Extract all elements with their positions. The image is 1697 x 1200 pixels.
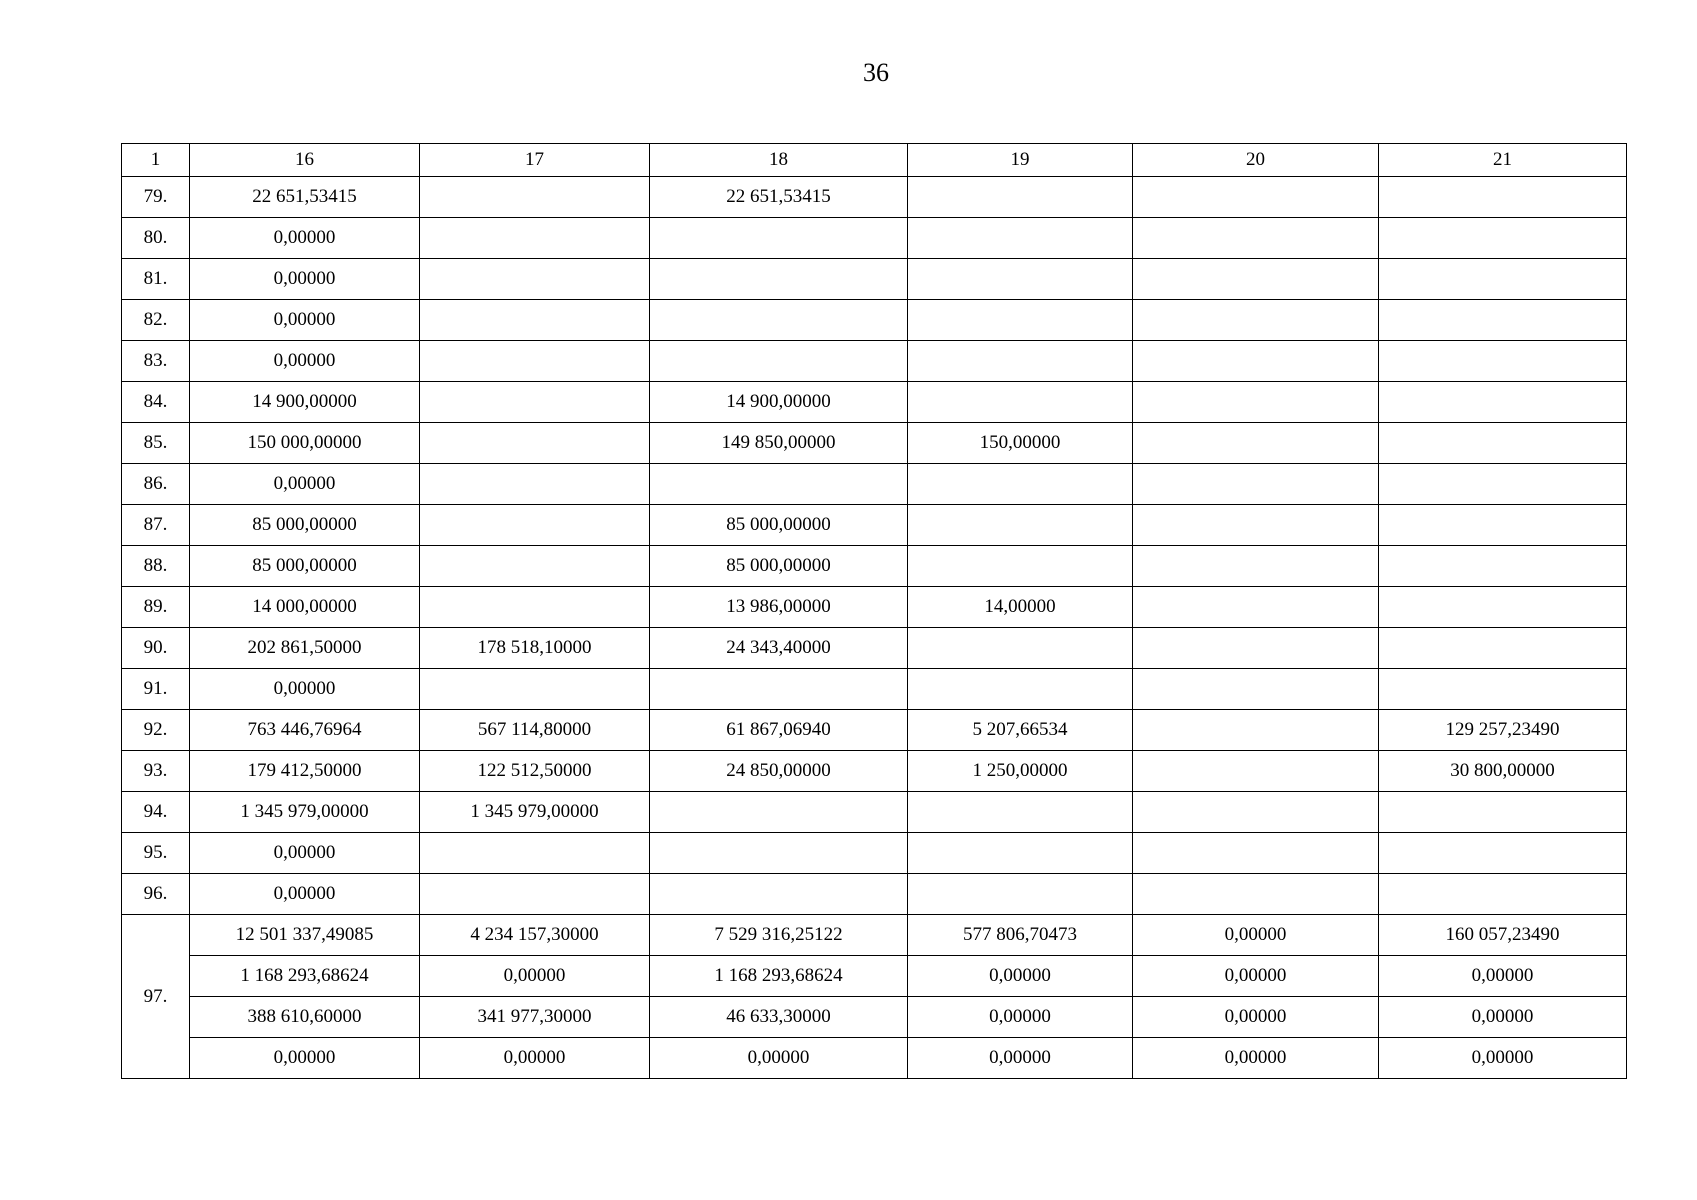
- table-cell: [650, 259, 908, 300]
- table-cell: 0,00000: [190, 833, 420, 874]
- total-cell: 1 168 293,68624: [650, 956, 908, 997]
- table-cell: 30 800,00000: [1379, 751, 1627, 792]
- row-number-cell: 88.: [122, 546, 190, 587]
- total-row: [122, 1038, 1627, 1079]
- table-cell: [1133, 751, 1379, 792]
- total-cell: 0,00000: [1133, 997, 1379, 1038]
- table-cell: 763 446,76964: [190, 710, 420, 751]
- total-cell: 341 977,30000: [420, 997, 650, 1038]
- table-cell: 567 114,80000: [420, 710, 650, 751]
- row-number-cell: 89.: [122, 587, 190, 628]
- table-cell: [1379, 628, 1627, 669]
- table-cell: [420, 423, 650, 464]
- table-cell: [1133, 546, 1379, 587]
- total-cell: 0,00000: [1133, 915, 1379, 956]
- total-row: [122, 997, 1627, 1038]
- row-number-cell: 90.: [122, 628, 190, 669]
- table-cell: [650, 300, 908, 341]
- table-cell: [420, 259, 650, 300]
- data-table: [121, 143, 1627, 1079]
- table-cell: 14 900,00000: [650, 382, 908, 423]
- table-cell: 0,00000: [190, 300, 420, 341]
- table-cell: 0,00000: [190, 874, 420, 915]
- total-cell: 0,00000: [420, 956, 650, 997]
- table-cell: 0,00000: [190, 464, 420, 505]
- total-row: [122, 956, 1627, 997]
- table-cell: [420, 464, 650, 505]
- table-row: [122, 341, 1627, 382]
- table-cell: [1133, 874, 1379, 915]
- table-cell: 150 000,00000: [190, 423, 420, 464]
- table-row: [122, 669, 1627, 710]
- table-cell: 85 000,00000: [190, 505, 420, 546]
- table-cell: 24 343,40000: [650, 628, 908, 669]
- table-cell: [650, 341, 908, 382]
- table-cell: 129 257,23490: [1379, 710, 1627, 751]
- table-row: [122, 259, 1627, 300]
- table-cell: [908, 505, 1133, 546]
- total-cell: 577 806,70473: [908, 915, 1133, 956]
- total-row: [122, 915, 1627, 956]
- table-cell: 122 512,50000: [420, 751, 650, 792]
- table-cell: [1379, 505, 1627, 546]
- table-cell: [1133, 423, 1379, 464]
- row-number-cell: 94.: [122, 792, 190, 833]
- table-cell: [650, 218, 908, 259]
- table-cell: [908, 464, 1133, 505]
- total-cell: 0,00000: [650, 1038, 908, 1079]
- table-cell: 14 000,00000: [190, 587, 420, 628]
- table-cell: [908, 874, 1133, 915]
- table-cell: [908, 341, 1133, 382]
- table-cell: 178 518,10000: [420, 628, 650, 669]
- table-cell: 85 000,00000: [650, 505, 908, 546]
- table-cell: [1133, 505, 1379, 546]
- total-cell: 0,00000: [1379, 956, 1627, 997]
- table-cell: 14,00000: [908, 587, 1133, 628]
- table-cell: [908, 833, 1133, 874]
- row-number-cell: 92.: [122, 710, 190, 751]
- table-cell: 22 651,53415: [190, 177, 420, 218]
- table-cell: [908, 628, 1133, 669]
- table-cell: 24 850,00000: [650, 751, 908, 792]
- table-cell: 1 345 979,00000: [420, 792, 650, 833]
- table-cell: [1133, 792, 1379, 833]
- table-cell: [1133, 710, 1379, 751]
- row-number-cell: 81.: [122, 259, 190, 300]
- table-cell: 1 250,00000: [908, 751, 1133, 792]
- total-cell: 7 529 316,25122: [650, 915, 908, 956]
- header-cell: 21: [1379, 144, 1627, 177]
- total-cell: 0,00000: [1379, 997, 1627, 1038]
- table-cell: [420, 177, 650, 218]
- total-cell: 0,00000: [1133, 1038, 1379, 1079]
- table-row: [122, 300, 1627, 341]
- total-number-cell: 97.: [122, 915, 190, 1079]
- table-cell: [908, 669, 1133, 710]
- table-cell: [908, 300, 1133, 341]
- table-cell: [1133, 259, 1379, 300]
- table-row: [122, 792, 1627, 833]
- table-cell: [908, 259, 1133, 300]
- table-body: [122, 144, 1627, 1079]
- total-cell: 0,00000: [908, 956, 1133, 997]
- header-cell: 17: [420, 144, 650, 177]
- table-cell: [420, 874, 650, 915]
- table-cell: [1379, 669, 1627, 710]
- table-header-row: [122, 144, 1627, 177]
- total-cell: 4 234 157,30000: [420, 915, 650, 956]
- table-cell: 150,00000: [908, 423, 1133, 464]
- table-cell: [1379, 423, 1627, 464]
- table-cell: [420, 300, 650, 341]
- row-number-cell: 84.: [122, 382, 190, 423]
- table-cell: [420, 587, 650, 628]
- header-cell: 19: [908, 144, 1133, 177]
- table-cell: [1379, 874, 1627, 915]
- total-cell: 388 610,60000: [190, 997, 420, 1038]
- table-row: [122, 218, 1627, 259]
- table-cell: [650, 833, 908, 874]
- table-cell: [1379, 382, 1627, 423]
- table-cell: [1379, 341, 1627, 382]
- table-cell: 22 651,53415: [650, 177, 908, 218]
- table-cell: [1379, 464, 1627, 505]
- table-cell: 85 000,00000: [650, 546, 908, 587]
- table-cell: 0,00000: [190, 259, 420, 300]
- row-number-cell: 87.: [122, 505, 190, 546]
- table-cell: [1379, 587, 1627, 628]
- table-cell: [1133, 464, 1379, 505]
- row-number-cell: 85.: [122, 423, 190, 464]
- table-row: [122, 464, 1627, 505]
- row-number-cell: 91.: [122, 669, 190, 710]
- table-row: [122, 751, 1627, 792]
- table-cell: [1379, 300, 1627, 341]
- table-cell: 0,00000: [190, 669, 420, 710]
- header-cell: 18: [650, 144, 908, 177]
- table-cell: 14 900,00000: [190, 382, 420, 423]
- total-cell: 0,00000: [908, 1038, 1133, 1079]
- row-number-cell: 83.: [122, 341, 190, 382]
- table-cell: 85 000,00000: [190, 546, 420, 587]
- table-cell: 149 850,00000: [650, 423, 908, 464]
- table-cell: [420, 382, 650, 423]
- table-row: [122, 587, 1627, 628]
- table-row: [122, 505, 1627, 546]
- table-cell: 61 867,06940: [650, 710, 908, 751]
- table-cell: [1133, 587, 1379, 628]
- total-cell: 0,00000: [1379, 1038, 1627, 1079]
- header-cell: 20: [1133, 144, 1379, 177]
- total-cell: 0,00000: [1133, 956, 1379, 997]
- header-cell: 1: [122, 144, 190, 177]
- page-number: 36: [863, 58, 889, 87]
- table-cell: [1133, 177, 1379, 218]
- table-row: [122, 546, 1627, 587]
- row-number-cell: 95.: [122, 833, 190, 874]
- table-cell: [1133, 300, 1379, 341]
- table-cell: [650, 792, 908, 833]
- table-cell: [420, 669, 650, 710]
- table-row: [122, 833, 1627, 874]
- row-number-cell: 86.: [122, 464, 190, 505]
- table-cell: [650, 669, 908, 710]
- table-cell: [1133, 628, 1379, 669]
- row-number-cell: 93.: [122, 751, 190, 792]
- table-cell: [1379, 546, 1627, 587]
- table-cell: [908, 177, 1133, 218]
- row-number-cell: 79.: [122, 177, 190, 218]
- table-cell: [908, 546, 1133, 587]
- table-cell: [1133, 218, 1379, 259]
- total-cell: 0,00000: [190, 1038, 420, 1079]
- table-row: [122, 382, 1627, 423]
- table-cell: 179 412,50000: [190, 751, 420, 792]
- table-cell: [420, 546, 650, 587]
- table-cell: 202 861,50000: [190, 628, 420, 669]
- table-cell: [1379, 177, 1627, 218]
- table-row: [122, 710, 1627, 751]
- table-row: [122, 628, 1627, 669]
- total-cell: 160 057,23490: [1379, 915, 1627, 956]
- table-cell: [1379, 792, 1627, 833]
- table-row: [122, 177, 1627, 218]
- table-cell: [1379, 218, 1627, 259]
- row-number-cell: 80.: [122, 218, 190, 259]
- table-cell: [1133, 833, 1379, 874]
- table-row: [122, 423, 1627, 464]
- row-number-cell: 96.: [122, 874, 190, 915]
- total-cell: 1 168 293,68624: [190, 956, 420, 997]
- table-cell: [420, 341, 650, 382]
- total-cell: 46 633,30000: [650, 997, 908, 1038]
- table-cell: [1133, 669, 1379, 710]
- table-cell: [650, 464, 908, 505]
- table-cell: [420, 833, 650, 874]
- table-cell: [1133, 341, 1379, 382]
- table-row: [122, 874, 1627, 915]
- row-number-cell: 82.: [122, 300, 190, 341]
- table-cell: 0,00000: [190, 218, 420, 259]
- table-cell: 1 345 979,00000: [190, 792, 420, 833]
- table-cell: [420, 218, 650, 259]
- total-cell: 0,00000: [420, 1038, 650, 1079]
- table-cell: [1133, 382, 1379, 423]
- table-cell: [1379, 259, 1627, 300]
- table-cell: 5 207,66534: [908, 710, 1133, 751]
- total-cell: 12 501 337,49085: [190, 915, 420, 956]
- table-cell: [908, 792, 1133, 833]
- table-cell: [420, 505, 650, 546]
- total-cell: 0,00000: [908, 997, 1133, 1038]
- header-cell: 16: [190, 144, 420, 177]
- table-cell: [650, 874, 908, 915]
- table-cell: 0,00000: [190, 341, 420, 382]
- table-cell: 13 986,00000: [650, 587, 908, 628]
- table-cell: [908, 218, 1133, 259]
- table-cell: [1379, 833, 1627, 874]
- table-cell: [908, 382, 1133, 423]
